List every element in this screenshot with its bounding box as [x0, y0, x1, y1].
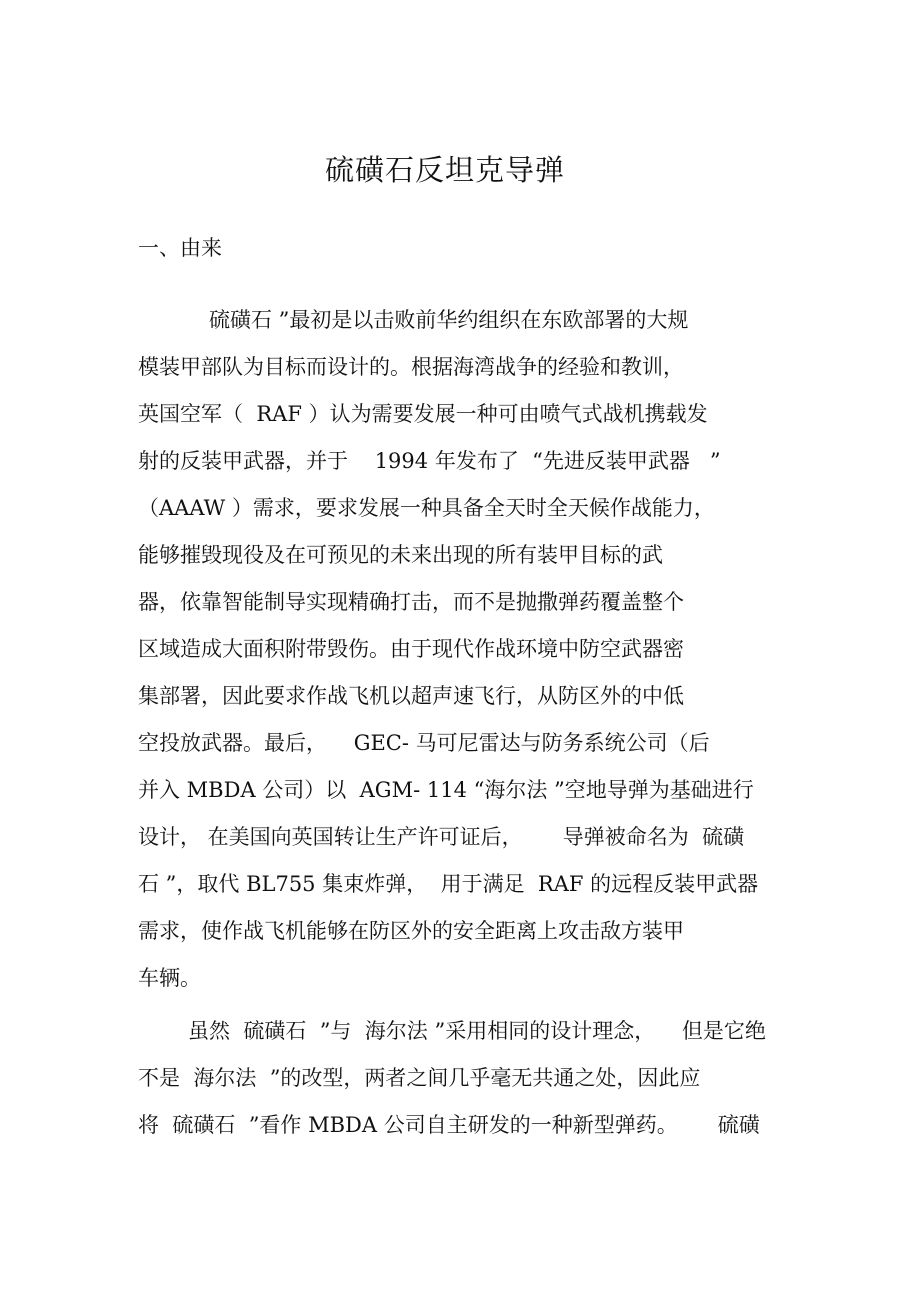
paragraph-line: 虽然 硫磺石 ”与 海尔法 ”采用相同的设计理念， 但是它绝 [188, 1019, 766, 1043]
paragraph-line: 区域造成大面积附带毁伤。由于现代作战环境中防空武器密 [138, 637, 684, 661]
paragraph-line: 设计， 在美国向英国转让生产许可证后， 导弹被命名为 硫磺 [138, 825, 745, 849]
section-heading: 一、由来 [138, 236, 222, 260]
paragraph-line: 并入 MBDA 公司）以 AGM- 114 “海尔法 ”空地导弹为基础进行 [138, 778, 754, 802]
paragraph-line: 英国空军（ RAF ）认为需要发展一种可由喷气式战机携载发 [138, 402, 708, 426]
paragraph-line: 器，依靠智能制导实现精确打击，而不是抛撒弹药覆盖整个 [138, 590, 684, 614]
paragraph-line: 能够摧毁现役及在可预见的未来出现的所有装甲目标的武 [138, 543, 663, 567]
paragraph-line: 车辆。 [138, 966, 201, 990]
paragraph-line: 集部署，因此要求作战飞机以超声速飞行，从防区外的中低 [138, 684, 684, 708]
page-title: 硫磺石反坦克导弹 [324, 153, 565, 187]
paragraph-line: 模装甲部队为目标而设计的。根据海湾战争的经验和教训， [138, 355, 684, 379]
paragraph-line: 硫磺石 ”最初是以击败前华约组织在东欧部署的大规 [209, 308, 689, 332]
paragraph-line: 空投放武器。最后， GEC- 马可尼雷达与防务系统公司（后 [138, 731, 710, 755]
paragraph-line: 需求，使作战飞机能够在防区外的安全距离上攻击敌方装甲 [138, 919, 684, 943]
paragraph-line: 不是 海尔法 ”的改型，两者之间几乎毫无共通之处，因此应 [138, 1066, 701, 1090]
paragraph-line: （AAAW ）需求，要求发展一种具备全天时全天候作战能力， [138, 496, 715, 520]
paragraph-line: 将 硫磺石 ”看作 MBDA 公司自主研发的一种新型弹药。 硫磺 [138, 1113, 760, 1137]
paragraph-line: 射的反装甲武器，并于 1994 年发布了 “先进反装甲武器 ” [138, 449, 721, 473]
paragraph-line: 石 ”，取代 BL755 集束炸弹， 用于满足 RAF 的远程反装甲武器 [138, 872, 759, 896]
